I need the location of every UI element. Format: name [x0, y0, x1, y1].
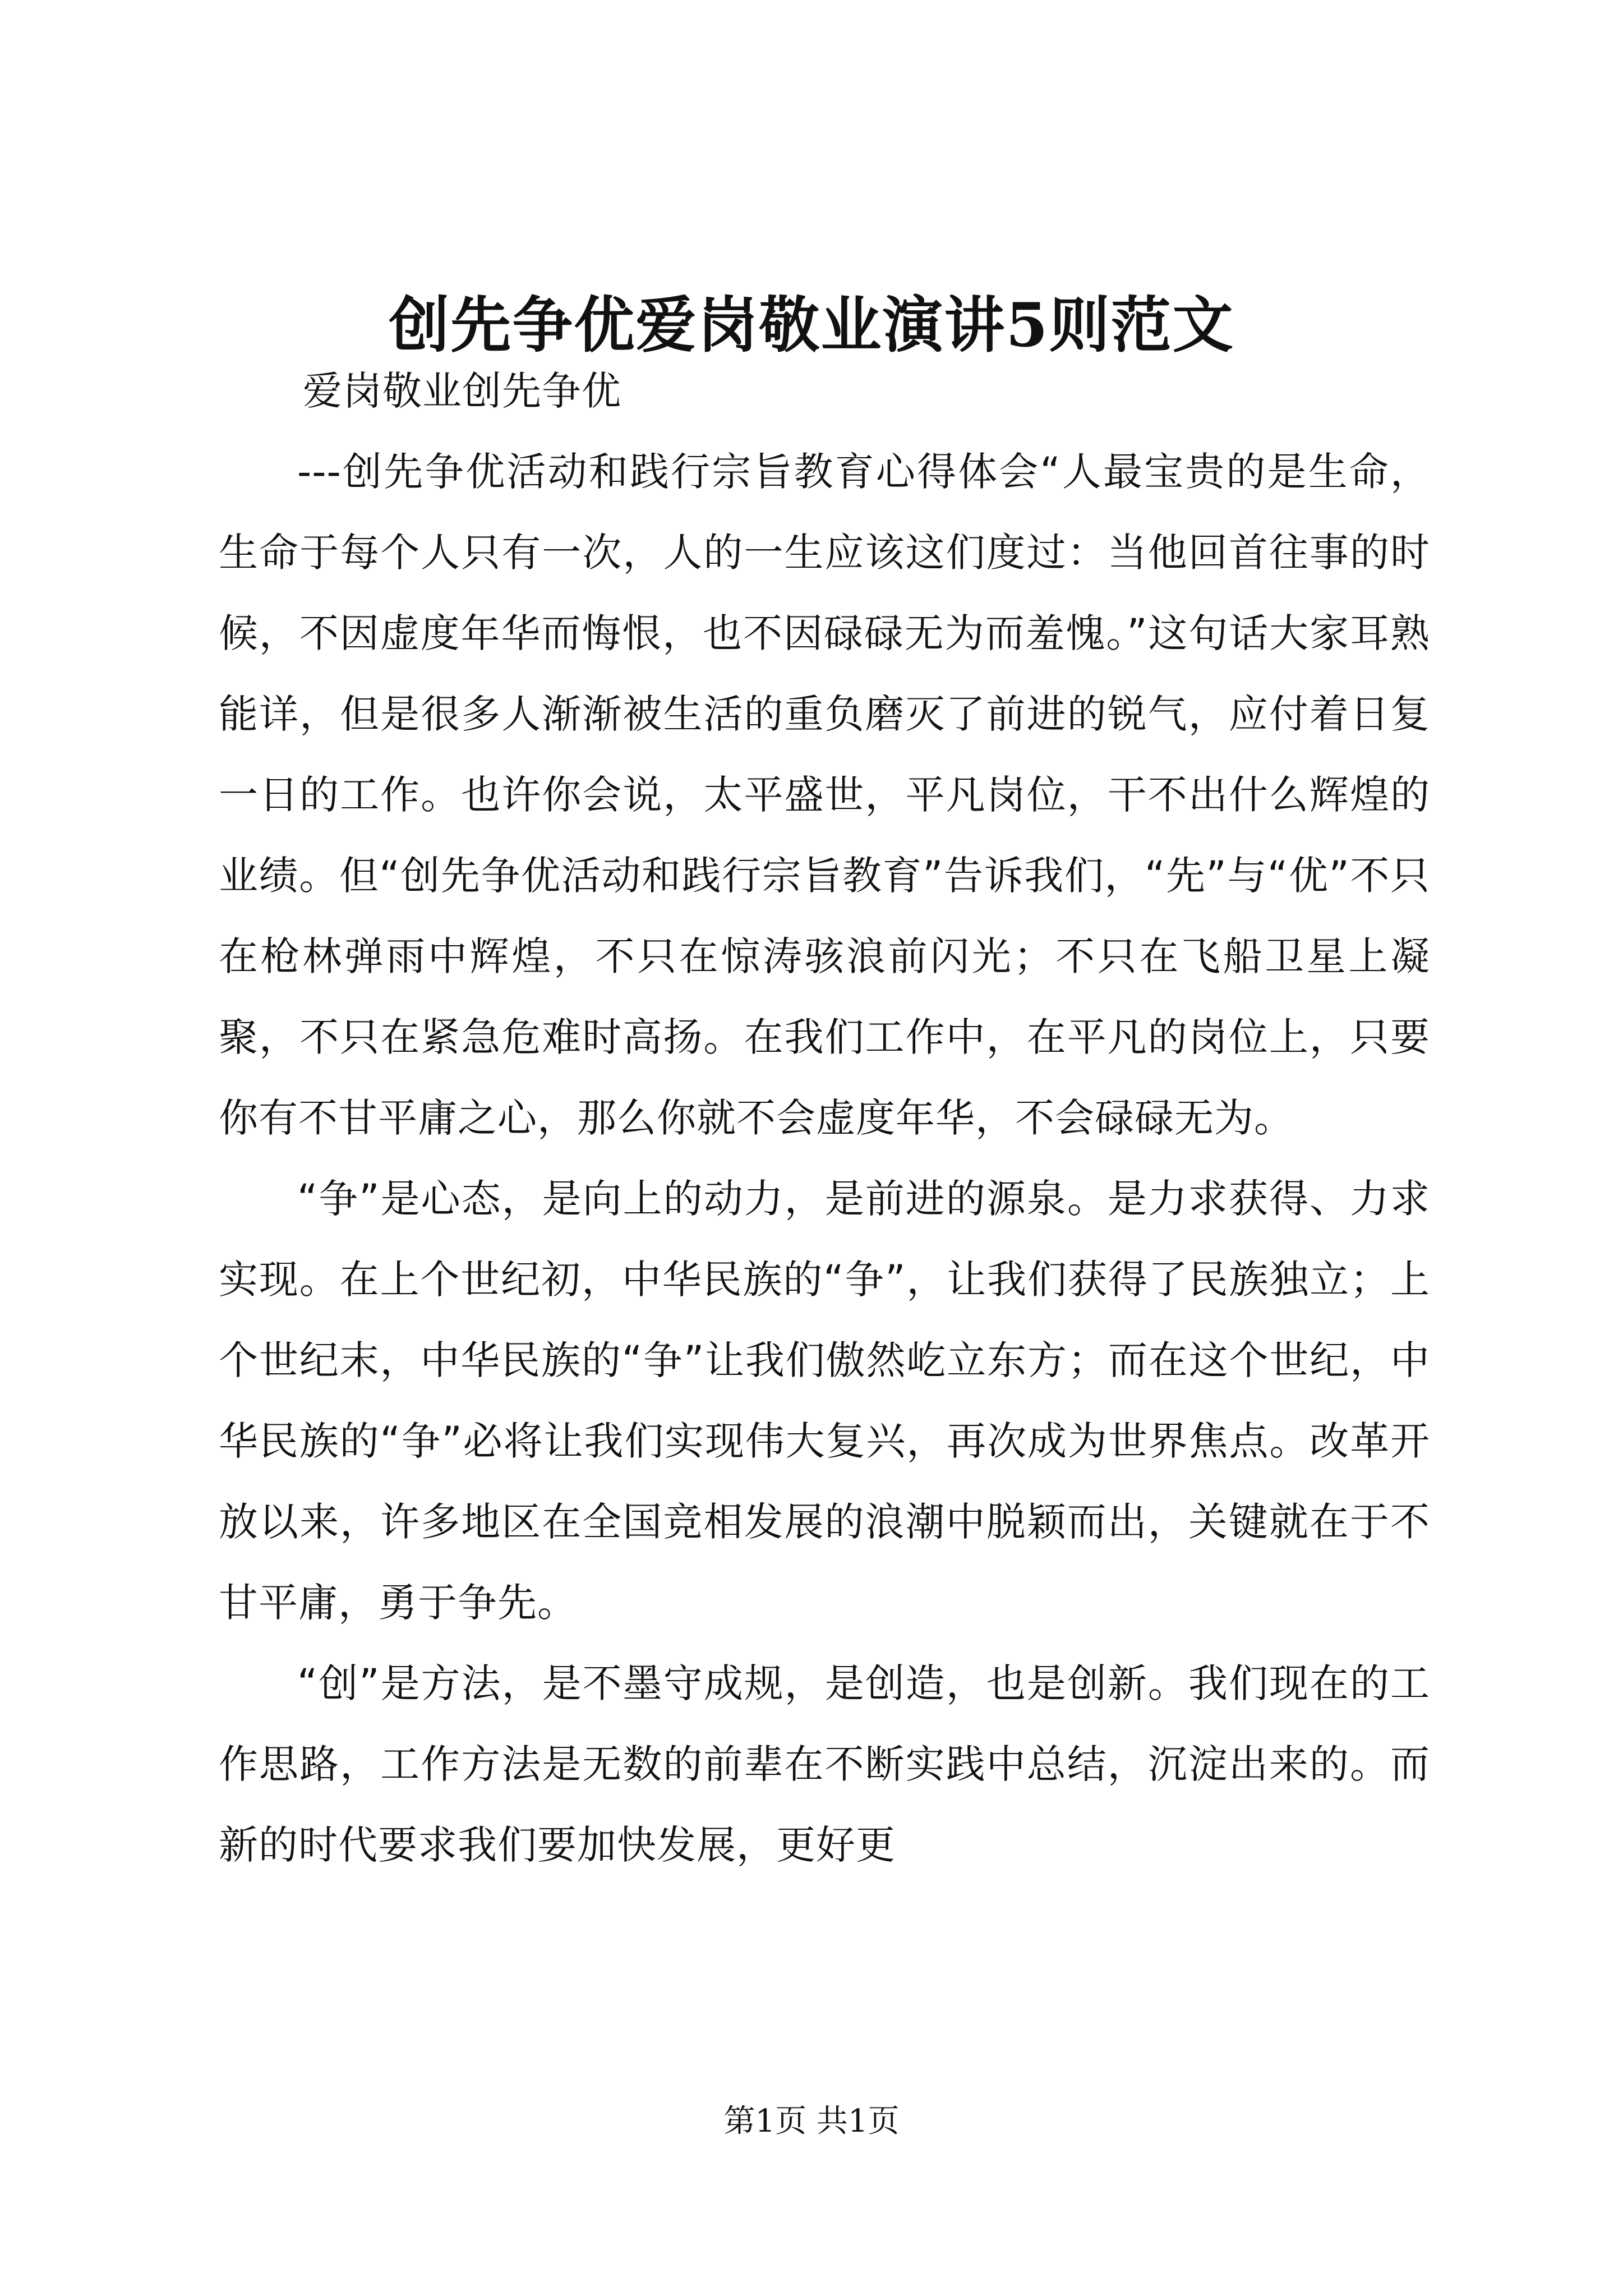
body-paragraph: “创”是方法，是不墨守成规，是创造，也是创新。我们现在的工作思路，工作方法是无数的前辈在不断实践中总结，沉淀出来的。而新的时代要求我们要加快发展，更好更	[219, 1660, 1430, 1868]
document-title: 创先争优爱岗敬业演讲5则范文	[389, 290, 1234, 361]
subtitle-paragraph: 爱岗敬业创先争优	[303, 368, 621, 414]
document-body	[219, 351, 1430, 1885]
body-paragraph: ---创先争优活动和践行宗旨教育心得体会“人最宝贵的是生命，生命于每个人只有一次，人的一生应该这们度过：当他回首往事的时候，不因虚度年华而悔恨，也不因碌碌无为而羞愧。”这句话大家耳熟能详，但是很多人渐渐被生活的重负磨灭了前进的锐气，应付着日复一日的工作。也许你会说，太平盛世，平凡岗位，干不出什么辉煌的业绩。但“创先争优活动和践行宗旨教育”告诉我们，“先”与“优”不只在枪林弹雨中辉煌，不只在惊涛骇浪前闪光；不只在飞船卫星上凝聚，不只在紧急危难时高扬。在我们工作中，在平凡的岗位上，只要你有不甘平庸之心，那么你就不会虚度年华，不会碌碌无为。	[219, 449, 1430, 1141]
page-number-footer: 第1页 共1页	[723, 2103, 900, 2139]
body-paragraph: “争”是心态，是向上的动力，是前进的源泉。是力求获得、力求实现。在上个世纪初，中华民族的“争”，让我们获得了民族独立；上个世纪末，中华民族的“争”让我们傲然屹立东方；而在这个世纪，中华民族的“争”必将让我们实现伟大复兴，再次成为世界焦点。改革开放以来，许多地区在全国竞相发展的浪潮中脱颖而出，关键就在于不甘平庸，勇于争先。	[219, 1176, 1430, 1626]
